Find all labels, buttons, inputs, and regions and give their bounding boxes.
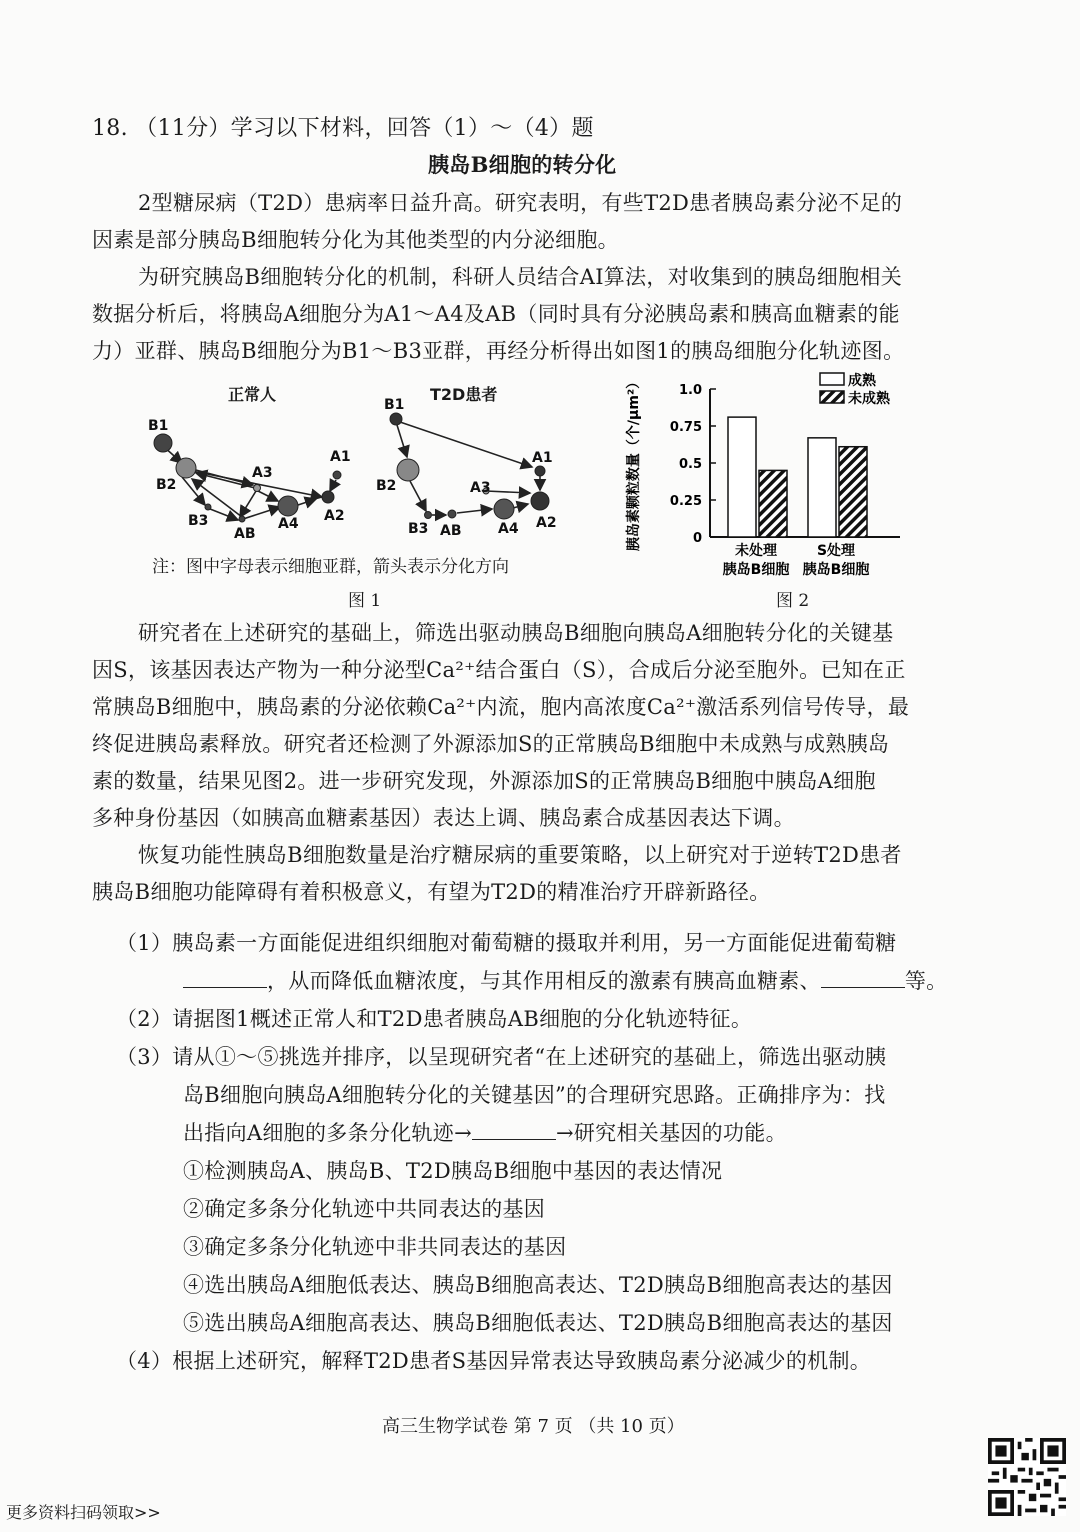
node-label: AB bbox=[440, 523, 462, 539]
option-1: ①检测胰岛A、胰岛B、T2D胰岛B细胞中基因的表达情况 bbox=[183, 1159, 723, 1183]
figure2-caption: 图 2 bbox=[776, 591, 810, 611]
node-label: B3 bbox=[408, 521, 429, 537]
y-tick-label: 0.75 bbox=[669, 420, 702, 435]
node-label: B2 bbox=[156, 477, 177, 493]
node-label: A4 bbox=[278, 516, 299, 532]
bar-immature bbox=[759, 470, 787, 537]
figure1-trajectory bbox=[130, 395, 600, 555]
question-1-line-a: （1）胰岛素一方面能促进组织细胞对葡萄糖的摄取并利用，另一方面能促进葡萄糖 bbox=[116, 931, 897, 955]
bar-immature bbox=[839, 447, 867, 537]
y-tick-label: 0.25 bbox=[669, 494, 702, 509]
y-axis-label: 胰岛素颗粒数量（个/μm²） bbox=[626, 374, 642, 552]
figure1-caption: 图 1 bbox=[348, 591, 382, 611]
question-2: （2）请据图1概述正常人和T2D患者胰岛AB细胞的分化轨迹特征。 bbox=[116, 1007, 753, 1031]
legend-label: 成熟 bbox=[848, 373, 876, 389]
question-1-text-end: 等。 bbox=[904, 969, 948, 993]
option-5: ⑤选出胰岛A细胞高表达、胰岛B细胞低表达、T2D胰岛B细胞高表达的基因 bbox=[183, 1311, 893, 1335]
article-title: 胰岛B细胞的转分化 bbox=[428, 152, 617, 177]
node-label: B1 bbox=[148, 418, 169, 434]
paragraph-line: 因素是部分胰岛B细胞转分化为其他类型的内分泌细胞。 bbox=[92, 228, 619, 252]
figure1-note: 注：图中字母表示细胞亚群，箭头表示分化方向 bbox=[152, 557, 509, 577]
question-1-text: ，从而降低血糖浓度，与其作用相反的激素有胰高血糖素、 bbox=[267, 969, 821, 993]
node-label: A3 bbox=[470, 480, 491, 496]
paragraph-line: 素的数量，结果见图2。进一步研究发现，外源添加S的正常胰岛B细胞中胰岛A细胞 bbox=[92, 769, 876, 793]
normal-trajectory bbox=[163, 446, 336, 520]
scan-prompt: 更多资料扫码领取>> bbox=[6, 1503, 161, 1522]
answer-blank[interactable] bbox=[821, 969, 905, 988]
node-label: A1 bbox=[330, 449, 351, 465]
answer-blank[interactable] bbox=[472, 1121, 556, 1140]
node-label: B3 bbox=[188, 513, 209, 529]
fig1-normal-title: 正常人 bbox=[228, 385, 277, 404]
y-tick-label: 0 bbox=[692, 531, 702, 546]
question-3-text: 出指向A细胞的多条分化轨迹→ bbox=[183, 1121, 472, 1145]
option-2: ②确定多条分化轨迹中共同表达的基因 bbox=[183, 1197, 546, 1221]
legend-swatch bbox=[820, 373, 844, 385]
bar-mature bbox=[728, 417, 756, 537]
node-label: A3 bbox=[252, 465, 273, 481]
paragraph-line: 研究者在上述研究的基础上，筛选出驱动胰岛B细胞向胰岛A细胞转分化的关键基 bbox=[138, 621, 894, 645]
node-label: AB bbox=[234, 526, 256, 542]
t2d-nodes bbox=[390, 413, 549, 519]
node-label: B1 bbox=[384, 397, 405, 413]
question-3-text-end: →研究相关基因的功能。 bbox=[555, 1121, 787, 1145]
node-label: A4 bbox=[498, 521, 519, 537]
y-tick-label: 0.5 bbox=[678, 457, 702, 472]
question-1-line-b bbox=[183, 966, 947, 996]
answer-blank[interactable] bbox=[183, 969, 267, 988]
paragraph-line: 胰岛B细胞功能障碍有着积极意义，有望为T2D的精准治疗开辟新路径。 bbox=[92, 880, 771, 904]
paragraph-line: 数据分析后，将胰岛A细胞分为A1～A4及AB（同时具有分泌胰岛素和胰高血糖素的能 bbox=[92, 302, 900, 326]
paragraph-line: 多种身份基因（如胰高血糖素基因）表达上调、胰岛素合成基因表达下调。 bbox=[92, 806, 795, 830]
page-footer: 高三生物学试卷 第 7 页 （共 10 页） bbox=[382, 1416, 685, 1437]
paragraph-line: 力）亚群、胰岛B细胞分为B1～B3亚群，再经分析得出如图1的胰岛细胞分化轨迹图。 bbox=[92, 339, 905, 363]
option-4: ④选出胰岛A细胞低表达、胰岛B细胞高表达、T2D胰岛B细胞高表达的基因 bbox=[183, 1273, 893, 1297]
legend-label: 未成熟 bbox=[848, 391, 890, 407]
question-3-line-b: 岛B细胞向胰岛A细胞转分化的关键基因”的合理研究思路。正确排序为：找 bbox=[183, 1083, 886, 1107]
paragraph-line: 终促进胰岛素释放。研究者还检测了外源添加S的正常胰岛B细胞中未成熟与成熟胰岛 bbox=[92, 732, 890, 756]
normal-labels bbox=[148, 418, 351, 542]
x-tick-label: S处理 bbox=[816, 543, 856, 559]
paragraph-line: 为研究胰岛B细胞转分化的机制，科研人员结合AI算法，对收集到的胰岛细胞相关 bbox=[138, 265, 902, 289]
x-tick-label: 胰岛B细胞 bbox=[802, 562, 870, 578]
y-tick-label: 1.0 bbox=[678, 383, 702, 398]
bar-mature bbox=[808, 438, 836, 537]
node-label: A2 bbox=[324, 508, 345, 524]
qr-code-icon[interactable] bbox=[988, 1438, 1066, 1516]
paragraph-line: 恢复功能性胰岛B细胞数量是治疗糖尿病的重要策略，以上研究对于逆转T2D患者 bbox=[138, 843, 902, 867]
paragraph-line: 2型糖尿病（T2D）患病率日益升高。研究表明，有些T2D患者胰岛素分泌不足的 bbox=[138, 191, 903, 215]
paragraph-line: 因S，该基因表达产物为一种分泌型Ca²⁺结合蛋白（S），合成后分泌至胞外。已知在正 bbox=[92, 658, 906, 682]
question-3-line-c bbox=[183, 1118, 787, 1148]
figure2-chart bbox=[610, 365, 930, 585]
node-label: B2 bbox=[376, 478, 397, 494]
paragraph-line: 常胰岛B细胞中，胰岛素的分泌依赖Ca²⁺内流，胞内高浓度Ca²⁺激活系列信号传导，最 bbox=[92, 695, 910, 719]
question-3-line-a: （3）请从①～⑤挑选并排序，以呈现研究者“在上述研究的基础上，筛选出驱动胰 bbox=[116, 1045, 887, 1069]
question-header: 18. （11分）学习以下材料，回答（1）～（4）题 bbox=[92, 116, 594, 141]
node-label: A2 bbox=[536, 515, 557, 531]
option-3: ③确定多条分化轨迹中非共同表达的基因 bbox=[183, 1235, 567, 1259]
legend-swatch bbox=[820, 391, 844, 403]
node-label: A1 bbox=[532, 450, 553, 466]
x-tick-label: 胰岛B细胞 bbox=[722, 562, 790, 578]
x-tick-label: 未处理 bbox=[735, 543, 777, 559]
question-4: （4）根据上述研究，解释T2D患者S基因异常表达导致胰岛素分泌减少的机制。 bbox=[116, 1349, 872, 1373]
fig1-t2d-title: T2D患者 bbox=[430, 385, 498, 404]
